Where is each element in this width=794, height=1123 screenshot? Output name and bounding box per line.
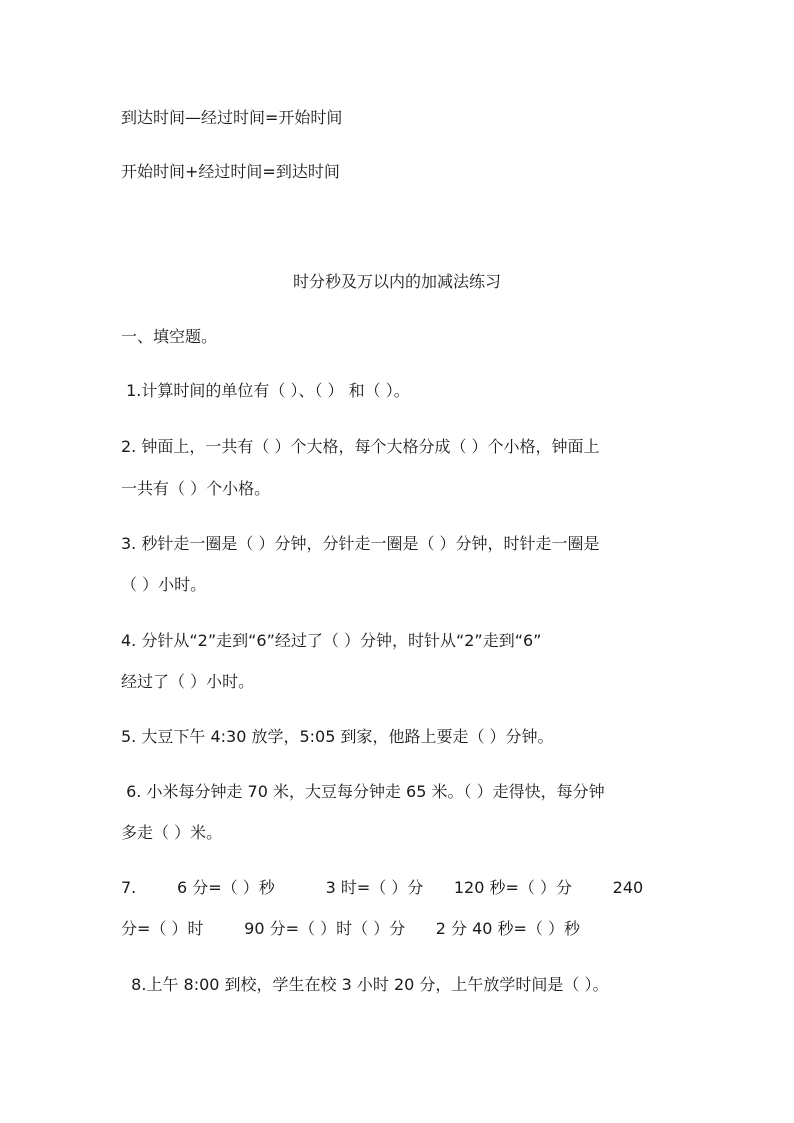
section-heading: 一、填空题。	[121, 327, 218, 346]
formula-line-2: 开始时间+经过时间=到达时间	[121, 162, 340, 181]
question-6-line-1: 6. 小米每分钟走 70 米，大豆每分钟走 65 米。（ ）走得快，每分钟	[121, 782, 605, 801]
question-5-line-1: 5. 大豆下午 4:30 放学，5:05 到家，他路上要走（ ）分钟。	[121, 727, 554, 746]
question-4-line-1: 4. 分针从“2”走到“6”经过了（ ）分钟，时针从“2”走到“6”	[121, 631, 542, 650]
question-6-line-2: 多走（ ）米。	[121, 823, 223, 842]
question-3-line-1: 3. 秒针走一圈是（ ）分钟，分针走一圈是（ ）分钟，时针走一圈是	[121, 534, 600, 553]
formula-line-1: 到达时间—经过时间=开始时间	[121, 108, 343, 127]
question-4-line-2: 经过了（ ）小时。	[121, 672, 255, 691]
question-2-line-1: 2. 钟面上，一共有（ ）个大格，每个大格分成（ ）个小格，钟面上	[121, 437, 600, 456]
question-1-line-1: 1.计算时间的单位有（ ）、（ ） 和（ ）。	[121, 381, 410, 400]
question-7-line-2: 分=（ ）时 90 分=（ ）时（ ）分 2 分 40 秒=（ ）秒	[121, 919, 581, 938]
question-3-line-2: （ ）小时。	[121, 575, 207, 594]
page-title: 时分秒及万以内的加减法练习	[292, 272, 501, 291]
question-2-line-2: 一共有（ ）个小格。	[121, 479, 271, 498]
question-7-line-1: 7. 6 分=（ ）秒 3 时=（ ）分 120 秒=（ ）分 240	[121, 878, 644, 897]
question-8-line-1: 8.上午 8:00 到校，学生在校 3 小时 20 分，上午放学时间是（ ）。	[121, 975, 609, 994]
